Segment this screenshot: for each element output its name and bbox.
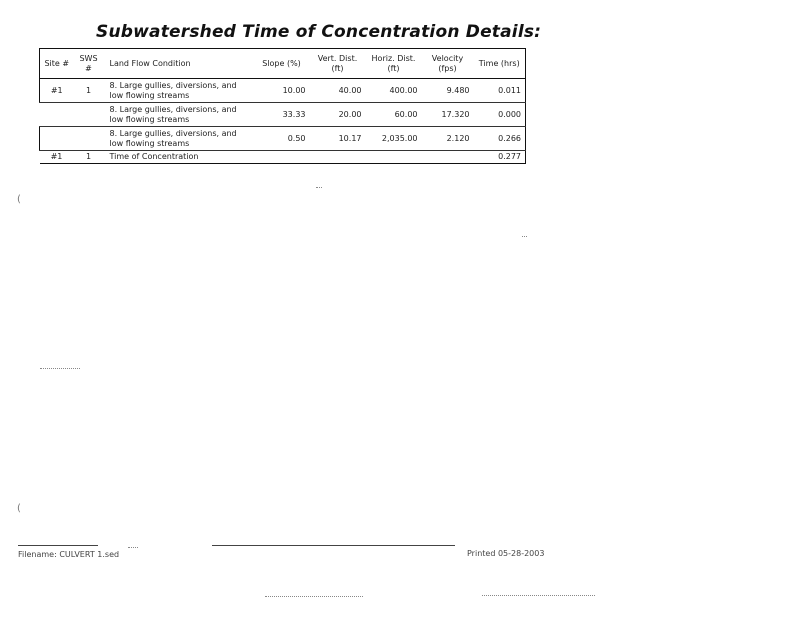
summary-sws: 1 [74,151,104,164]
cell-slope: 10.00 [254,79,310,103]
cell-site [40,127,74,151]
footer-rule [18,545,98,546]
table-row [40,127,526,151]
cell-site: #1 [40,79,74,103]
header-land-flow-condition: Land Flow Condition [104,49,254,79]
cell-condition: 8. Large gullies, diversions, and low flowing streams [104,79,254,103]
header-horiz-dist: Horiz. Dist. (ft) [366,49,422,79]
summary-empty-cell [422,151,474,164]
summary-empty-cell [254,151,310,164]
cell-sws: 1 [74,79,104,103]
cell-vert-dist: 20.00 [310,103,366,127]
scan-artifact-dash [128,547,138,548]
cell-sws [74,103,104,127]
table-row [40,79,526,103]
scan-artifact-dash [482,595,595,596]
page-title: Subwatershed Time of Concentration Details: [96,22,542,42]
cell-time: 0.266 [474,127,526,151]
footer-rule [212,545,455,546]
scan-artifact-bracket: ( [17,194,21,205]
scan-artifact-bracket: ( [17,503,21,514]
header-vert-dist: Vert. Dist. (ft) [310,49,366,79]
cell-velocity: 9.480 [422,79,474,103]
cell-horiz-dist: 2,035.00 [366,127,422,151]
cell-vert-dist: 40.00 [310,79,366,103]
cell-horiz-dist: 400.00 [366,79,422,103]
summary-row [40,151,526,164]
cell-horiz-dist: 60.00 [366,103,422,127]
summary-empty-cell [310,151,366,164]
scan-artifact-dot [316,187,322,188]
table-header-row [40,49,526,79]
cell-slope: 0.50 [254,127,310,151]
header-velocity: Velocity (fps) [422,49,474,79]
header-sws: SWS # [74,49,104,79]
cell-velocity: 17.320 [422,103,474,127]
summary-label: Time of Concentration [104,151,254,164]
scan-artifact-dash [40,368,80,369]
header-time: Time (hrs) [474,49,526,79]
cell-time: 0.011 [474,79,526,103]
cell-slope: 33.33 [254,103,310,127]
cell-condition: 8. Large gullies, diversions, and low flowing streams [104,127,254,151]
summary-site: #1 [40,151,74,164]
header-site: Site # [40,49,74,79]
summary-time: 0.277 [474,151,526,164]
footer-filepath: Filename: CULVERT 1.sed [18,550,120,559]
cell-sws [74,127,104,151]
cell-site [40,103,74,127]
time-of-concentration-table [39,48,526,164]
footer-printed-date: Printed 05-28-2003 [467,549,545,558]
summary-empty-cell [366,151,422,164]
cell-velocity: 2.120 [422,127,474,151]
cell-time: 0.000 [474,103,526,127]
cell-vert-dist: 10.17 [310,127,366,151]
table-row [40,103,526,127]
scan-artifact-dash [265,596,363,597]
header-slope: Slope (%) [254,49,310,79]
cell-condition: 8. Large gullies, diversions, and low flowing streams [104,103,254,127]
scan-artifact-dot [522,236,527,237]
